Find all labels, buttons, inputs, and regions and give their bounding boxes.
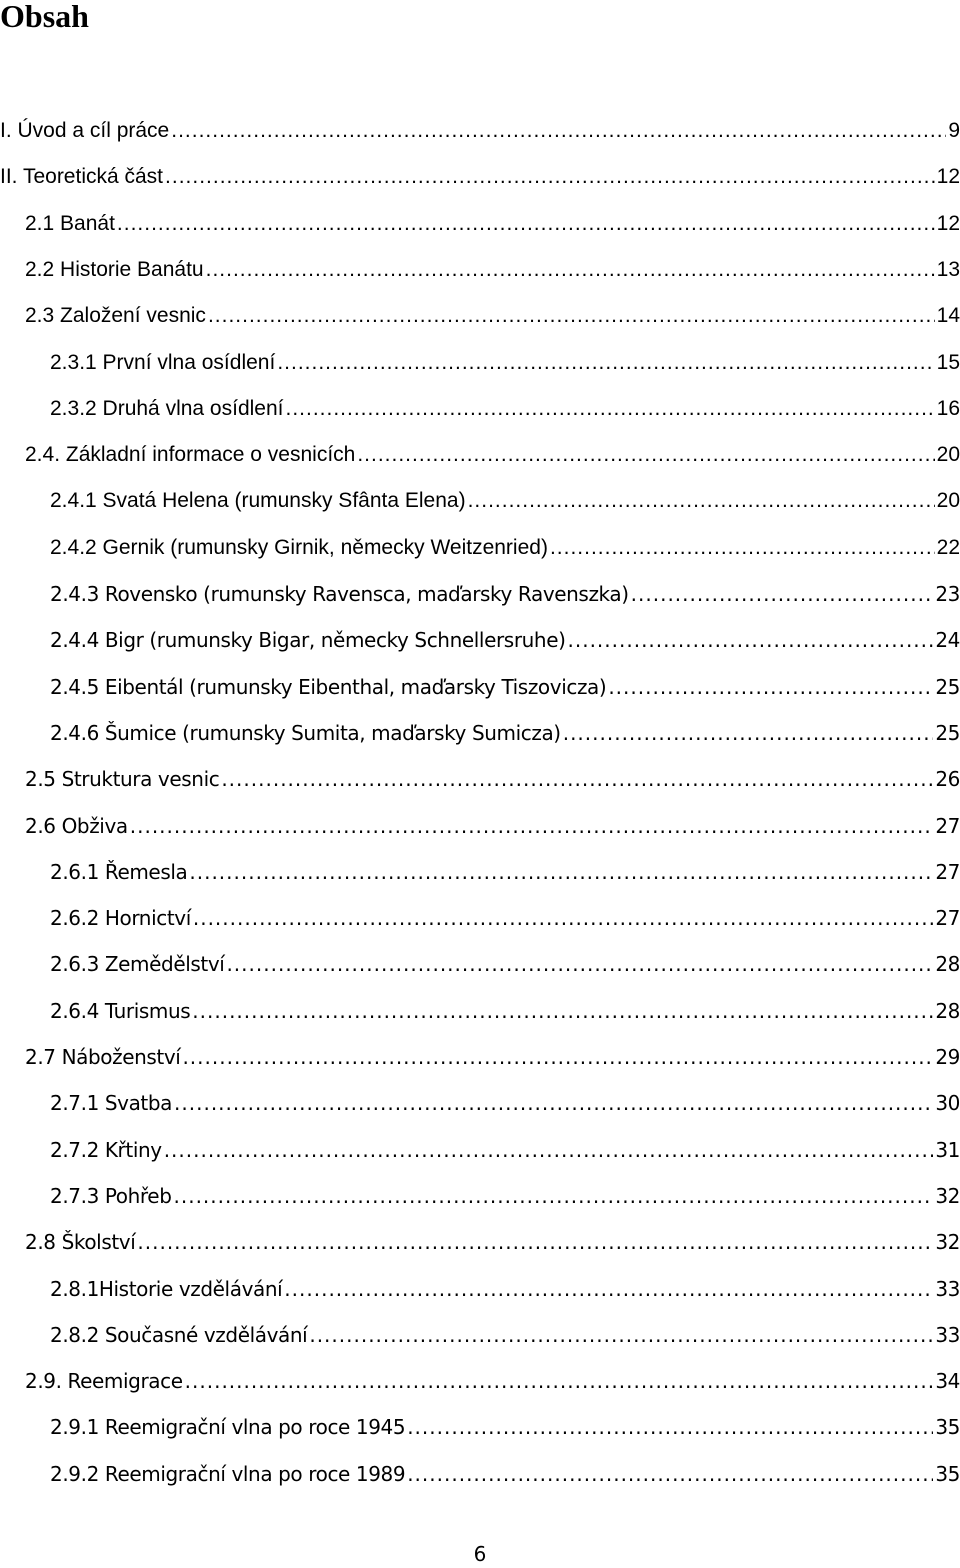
- toc-dot-leader: [563, 710, 934, 756]
- toc-entry-page: 31: [935, 1138, 960, 1162]
- toc-entry[interactable]: [0, 1404, 960, 1450]
- toc-dot-leader: [117, 201, 935, 247]
- toc-dot-leader: [206, 247, 935, 293]
- toc-entry-page: 32: [935, 1184, 960, 1208]
- toc-entry-page: 33: [935, 1277, 960, 1301]
- toc-dot-leader: [309, 1312, 933, 1358]
- toc-entry[interactable]: [0, 1358, 960, 1404]
- toc-entry-label: 2.8 Školství: [25, 1230, 136, 1254]
- toc-entry-page: 12: [936, 212, 960, 235]
- toc-entry-label: 2.4.1 Svatá Helena (rumunsky Sfânta Elena): [50, 489, 466, 512]
- toc-entry-page: 13: [936, 258, 960, 281]
- toc-entry-label: 2.4.4 Bigr (rumunsky Bigar, německy Schnellersruhe): [50, 628, 566, 652]
- toc-entry[interactable]: [0, 525, 960, 571]
- toc-entry[interactable]: [0, 478, 960, 524]
- toc-entry-label: 2.7 Náboženství: [25, 1045, 181, 1069]
- toc-entry-label: 2.7.3 Pohřeb: [50, 1184, 172, 1208]
- toc-dot-leader: [631, 571, 934, 617]
- toc-entry[interactable]: [0, 1266, 960, 1312]
- toc-entry-label: I. Úvod a cíl práce: [0, 119, 170, 142]
- toc-entry[interactable]: [0, 293, 960, 339]
- page-number: 6: [473, 1542, 487, 1566]
- toc-entry[interactable]: [0, 1173, 960, 1219]
- toc-entry-label: 2.6 Obživa: [25, 814, 128, 838]
- toc-dot-leader: [174, 1173, 934, 1219]
- toc-dot-leader: [277, 340, 934, 386]
- toc-entry-page: 24: [935, 628, 960, 652]
- toc-entry-page: 29: [935, 1045, 960, 1069]
- toc-entry[interactable]: [0, 849, 960, 895]
- toc-entry[interactable]: [0, 756, 960, 802]
- toc-dot-leader: [226, 941, 933, 987]
- toc-entry-page: 20: [936, 443, 960, 466]
- page-title: Obsah: [0, 0, 89, 34]
- toc-entry[interactable]: [0, 803, 960, 849]
- toc-entry-page: 28: [935, 999, 960, 1023]
- toc-entry[interactable]: [0, 386, 960, 432]
- toc-entry-label: 2.3.1 První vlna osídlení: [50, 351, 276, 374]
- toc-dot-leader: [171, 108, 946, 154]
- toc-entry[interactable]: [0, 1080, 960, 1126]
- toc-entry-page: 27: [935, 906, 960, 930]
- toc-entry-label: 2.8.2 Současné vzdělávání: [50, 1323, 308, 1347]
- toc-entry-label: 2.6.1 Řemesla: [50, 860, 188, 884]
- toc-entry-label: 2.4.3 Rovensko (rumunsky Ravensca, maďarsky Ravenszka): [50, 582, 629, 606]
- toc-entry-label: 2.4.2 Gernik (rumunsky Girnik, německy Weitzenried): [50, 536, 548, 559]
- toc-dot-leader: [468, 478, 935, 524]
- toc-dot-leader: [568, 617, 934, 663]
- toc-entry-label: 2.3.2 Druhá vlna osídlení: [50, 397, 284, 420]
- toc-dot-leader: [174, 1080, 933, 1126]
- toc-dot-leader: [137, 1219, 933, 1265]
- toc-entry[interactable]: [0, 1127, 960, 1173]
- toc-dot-leader: [192, 988, 933, 1034]
- toc-entry-page: 16: [936, 397, 960, 420]
- toc-entry[interactable]: [0, 664, 960, 710]
- toc-dot-leader: [185, 1358, 934, 1404]
- toc-entry-page: 32: [935, 1230, 960, 1254]
- toc-entry-label: 2.2 Historie Banátu: [25, 258, 204, 281]
- toc-dot-leader: [208, 293, 935, 339]
- toc-entry[interactable]: [0, 247, 960, 293]
- toc-entry[interactable]: [0, 432, 960, 478]
- toc-entry-label: 2.6.2 Hornictví: [50, 906, 191, 930]
- toc-dot-leader: [608, 664, 933, 710]
- toc-entry-label: 2.9.1 Reemigrační vlna po roce 1945: [50, 1415, 406, 1439]
- toc-entry-page: 9: [948, 119, 960, 142]
- toc-entry-page: 30: [935, 1091, 960, 1115]
- toc-entry[interactable]: [0, 895, 960, 941]
- toc-dot-leader: [189, 849, 933, 895]
- toc-entry-page: 26: [935, 767, 960, 791]
- toc-entry[interactable]: [0, 571, 960, 617]
- toc-entry-page: 12: [936, 165, 960, 188]
- toc-dot-leader: [285, 386, 934, 432]
- toc-entry[interactable]: [0, 1312, 960, 1358]
- toc-entry-label: 2.6.4 Turismus: [50, 999, 191, 1023]
- toc-entry-label: 2.3 Založení vesnic: [25, 304, 206, 327]
- toc-entry-label: 2.4.6 Šumice (rumunsky Sumita, maďarsky Sumicza): [50, 721, 561, 745]
- toc-entry[interactable]: [0, 154, 960, 200]
- toc-dot-leader: [164, 1127, 934, 1173]
- toc-dot-leader: [221, 756, 933, 802]
- toc-entry-label: 2.5 Struktura vesnic: [25, 767, 220, 791]
- toc-entry-page: 27: [935, 860, 960, 884]
- toc-entry-page: 22: [936, 536, 960, 559]
- toc-dot-leader: [407, 1404, 933, 1450]
- toc-dot-leader: [130, 803, 934, 849]
- toc-dot-leader: [357, 432, 934, 478]
- toc-dot-leader: [407, 1451, 933, 1497]
- toc-entry-page: 35: [935, 1462, 960, 1486]
- toc-dot-leader: [550, 525, 935, 571]
- toc-dot-leader: [182, 1034, 933, 1080]
- toc-entry[interactable]: [0, 340, 960, 386]
- toc-dot-leader: [193, 895, 933, 941]
- toc-entry[interactable]: [0, 1219, 960, 1265]
- toc-entry-label: 2.4.5 Eibentál (rumunsky Eibenthal, maďarsky Tiszovicza): [50, 675, 607, 699]
- toc-entry-page: 15: [936, 351, 960, 374]
- toc-entry[interactable]: [0, 1451, 960, 1497]
- toc-entry-label: II. Teoretická část: [0, 165, 164, 188]
- toc-entry-label: 2.7.1 Svatba: [50, 1091, 173, 1115]
- toc-entry-page: 23: [935, 582, 960, 606]
- toc-entry[interactable]: [0, 617, 960, 663]
- toc-entry-label: 2.1 Banát: [25, 212, 115, 235]
- toc-entry[interactable]: [0, 941, 960, 987]
- toc-entry-page: 27: [935, 814, 960, 838]
- toc-entry-label: 2.6.3 Zemědělství: [50, 952, 225, 976]
- toc-entry-page: 35: [935, 1415, 960, 1439]
- toc-dot-leader: [165, 154, 935, 200]
- toc-entry-page: 14: [936, 304, 960, 327]
- toc-entry-label: 2.9.2 Reemigrační vlna po roce 1989: [50, 1462, 406, 1486]
- toc-entry[interactable]: [0, 988, 960, 1034]
- toc-entry-page: 28: [935, 952, 960, 976]
- toc-entry-page: 34: [935, 1369, 960, 1393]
- toc-entry[interactable]: [0, 1034, 960, 1080]
- toc-entry[interactable]: [0, 710, 960, 756]
- toc-entry-label: 2.7.2 Křtiny: [50, 1138, 162, 1162]
- toc-entry-page: 20: [936, 489, 960, 512]
- toc-entry-label: 2.8.1Historie vzdělávání: [50, 1277, 283, 1301]
- toc-entry-page: 33: [935, 1323, 960, 1347]
- toc-entry-label: 2.4. Základní informace o vesnicích: [25, 443, 356, 466]
- toc-entry-page: 25: [935, 675, 960, 699]
- toc-entry[interactable]: [0, 201, 960, 247]
- toc-entry-page: 25: [935, 721, 960, 745]
- toc-dot-leader: [284, 1266, 933, 1312]
- toc-entry-label: 2.9. Reemigrace: [25, 1369, 183, 1393]
- toc-entry[interactable]: [0, 108, 960, 154]
